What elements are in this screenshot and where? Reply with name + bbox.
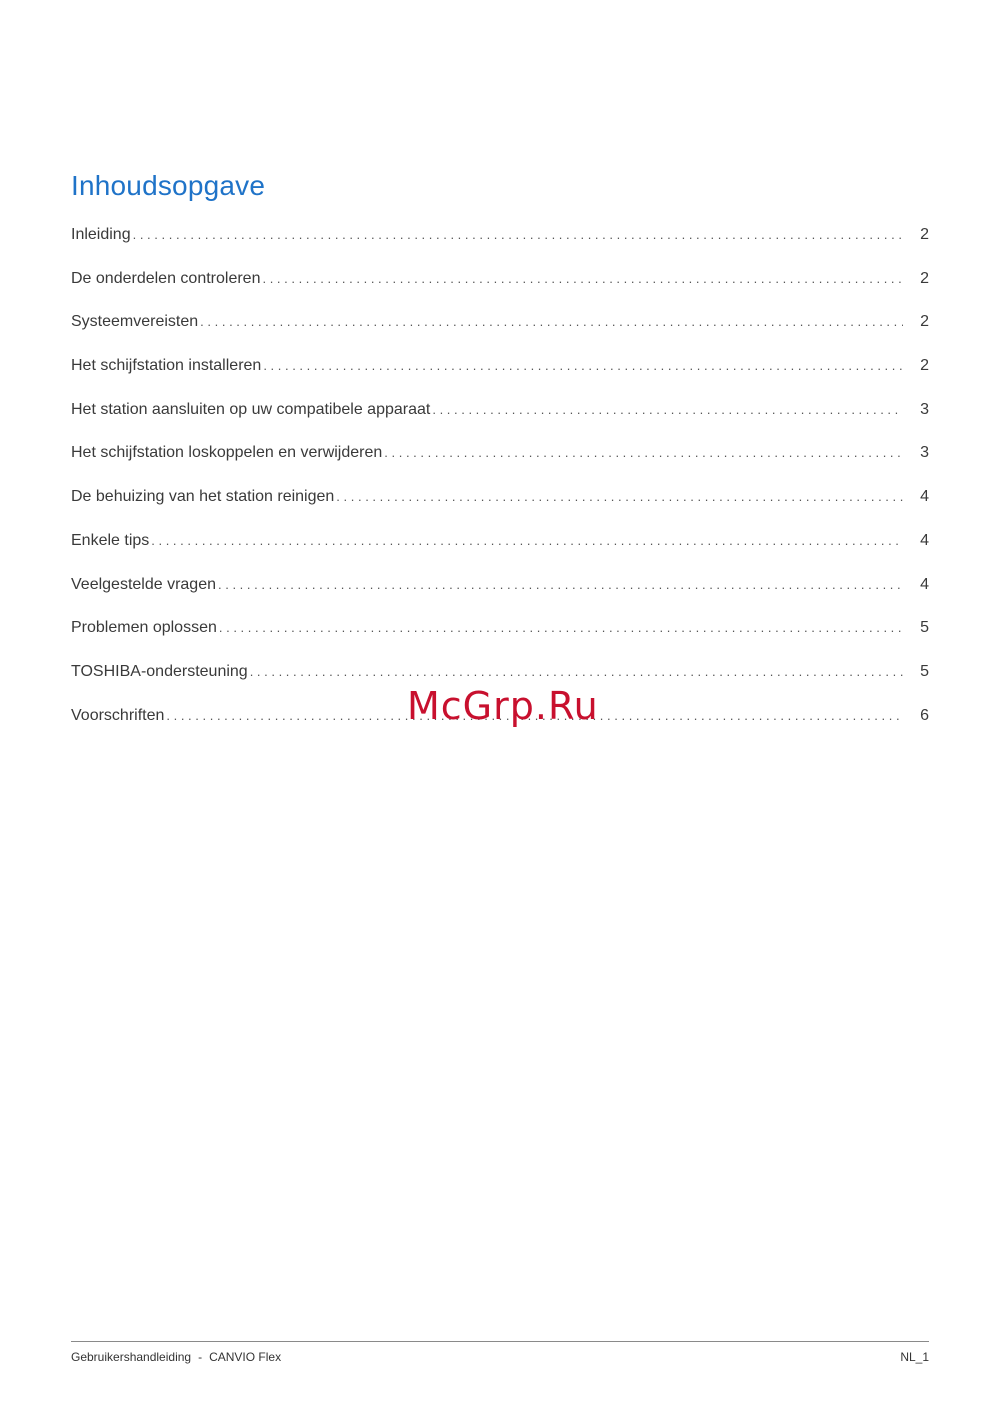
toc-entry[interactable] (71, 313, 929, 357)
toc-entry-page: 3 (920, 444, 929, 462)
watermark: McGrp.Ru (407, 684, 599, 728)
toc-entry[interactable] (71, 576, 929, 620)
footer-divider (71, 1341, 929, 1342)
toc-dot-leader (219, 620, 903, 635)
toc-entry-page: 4 (920, 488, 929, 506)
toc-dot-leader (262, 271, 903, 286)
toc-dot-leader (218, 577, 903, 592)
toc-entry-page: 2 (920, 357, 929, 375)
toc-entry[interactable] (71, 401, 929, 445)
toc-entry-page: 3 (920, 400, 929, 418)
toc-entry-label: Het station aansluiten op uw compatibele apparaat (71, 400, 431, 418)
toc-dot-leader (432, 402, 903, 417)
footer-page-number: NL_1 (900, 1350, 929, 1364)
toc-entry-label: Problemen oplossen (71, 619, 217, 637)
toc-entry-label: Het schijfstation loskoppelen en verwijderen (71, 444, 383, 462)
toc-dot-leader (151, 533, 903, 548)
toc-entry[interactable] (71, 488, 929, 532)
footer-doc-name: Gebruikershandleiding (71, 1350, 192, 1364)
table-of-contents (71, 226, 929, 750)
toc-entry[interactable] (71, 532, 929, 576)
toc-entry-label: De behuizing van het station reinigen (71, 488, 335, 506)
toc-entry-label: Voorschriften (71, 706, 165, 724)
toc-entry-label: Het schijfstation installeren (71, 357, 262, 375)
toc-entry-page: 2 (920, 226, 929, 243)
toc-entry[interactable] (71, 357, 929, 401)
toc-entry-label: Enkele tips (71, 531, 150, 549)
toc-entry-label: Systeemvereisten (71, 313, 199, 331)
toc-dot-leader (263, 358, 903, 373)
toc-dot-leader (133, 227, 903, 242)
toc-entry-label: TOSHIBA-ondersteuning (71, 662, 248, 680)
toc-entry-page: 2 (920, 313, 929, 331)
toc-entry-label: De onderdelen controleren (71, 269, 261, 287)
footer-separator: - (198, 1350, 203, 1364)
toc-entry-page: 4 (920, 531, 929, 549)
toc-dot-leader (200, 314, 903, 329)
toc-entry-page: 6 (920, 706, 929, 724)
toc-entry-page: 2 (920, 269, 929, 287)
footer-document-info (71, 1350, 281, 1364)
footer-product-name: CANVIO Flex (209, 1350, 282, 1364)
toc-entry-page: 5 (920, 619, 929, 637)
toc-entry-label: Inleiding (71, 226, 131, 243)
toc-entry-page: 5 (920, 662, 929, 680)
toc-entry[interactable] (71, 226, 929, 270)
toc-dot-leader (250, 664, 903, 679)
toc-dot-leader (336, 489, 903, 504)
toc-dot-leader (384, 445, 903, 460)
toc-entry[interactable] (71, 270, 929, 314)
toc-entry[interactable] (71, 444, 929, 488)
toc-entry-page: 4 (920, 575, 929, 593)
toc-entry[interactable] (71, 619, 929, 663)
page-title: Inhoudsopgave (71, 170, 266, 201)
toc-entry-label: Veelgestelde vragen (71, 575, 216, 593)
